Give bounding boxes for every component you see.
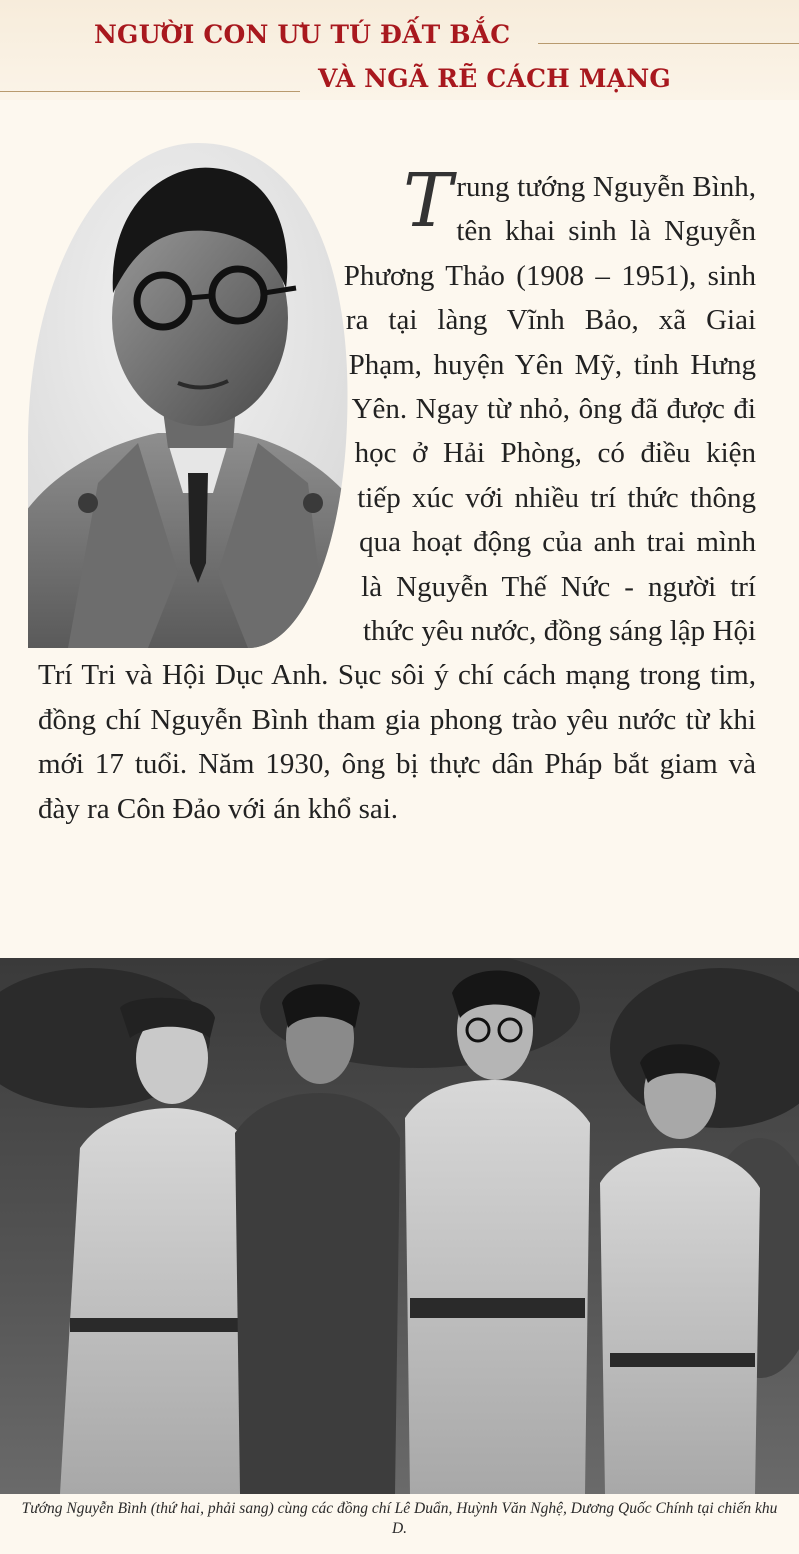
portrait-wrap-spacer	[38, 165, 363, 650]
header-rule-bottom	[0, 91, 300, 92]
photo-caption: Tướng Nguyễn Bình (thứ hai, phải sang) cùng các đồng chí Lê Duẩn, Huỳnh Văn Nghệ, Dương Quốc Chính tại chiến khu D.	[21, 1500, 778, 1537]
page-title-line2: VÀ NGÃ RẼ CÁCH MẠNG	[318, 64, 671, 93]
article-body	[38, 158, 756, 831]
drop-cap: T	[403, 158, 453, 244]
article-paragraph: rung tướng Nguyễn Bình, tên khai sinh là Nguyễn Phương Thảo (1908 – 1951), sinh ra tại làng Vĩnh Bảo, xã Giai Phạm, huyện Yên Mỹ, tỉnh Hưng Yên. Ngay từ nhỏ, ông đã được đi học ở Hải Phòng, có điều kiện tiếp xúc với nhiều trí thức thông qua hoạt động của anh trai mình là Nguyễn Thế Nức - người trí thức yêu nước, đồng sáng lập Hội Trí Tri và Hội Dục Anh. Sục sôi ý chí cách mạng trong tim, đồng chí Nguyễn Bình tham gia phong trào yêu nước từ khi mới 17 tuổi. Năm 1930, ông bị thực dân Pháp bắt giam và đày ra Côn Đảo với án khổ sai.	[38, 171, 756, 825]
page-title-line1: NGƯỜI CON ƯU TÚ ĐẤT BẮC	[94, 20, 511, 49]
group-photo	[0, 958, 799, 1494]
header-rule-top	[538, 43, 799, 44]
